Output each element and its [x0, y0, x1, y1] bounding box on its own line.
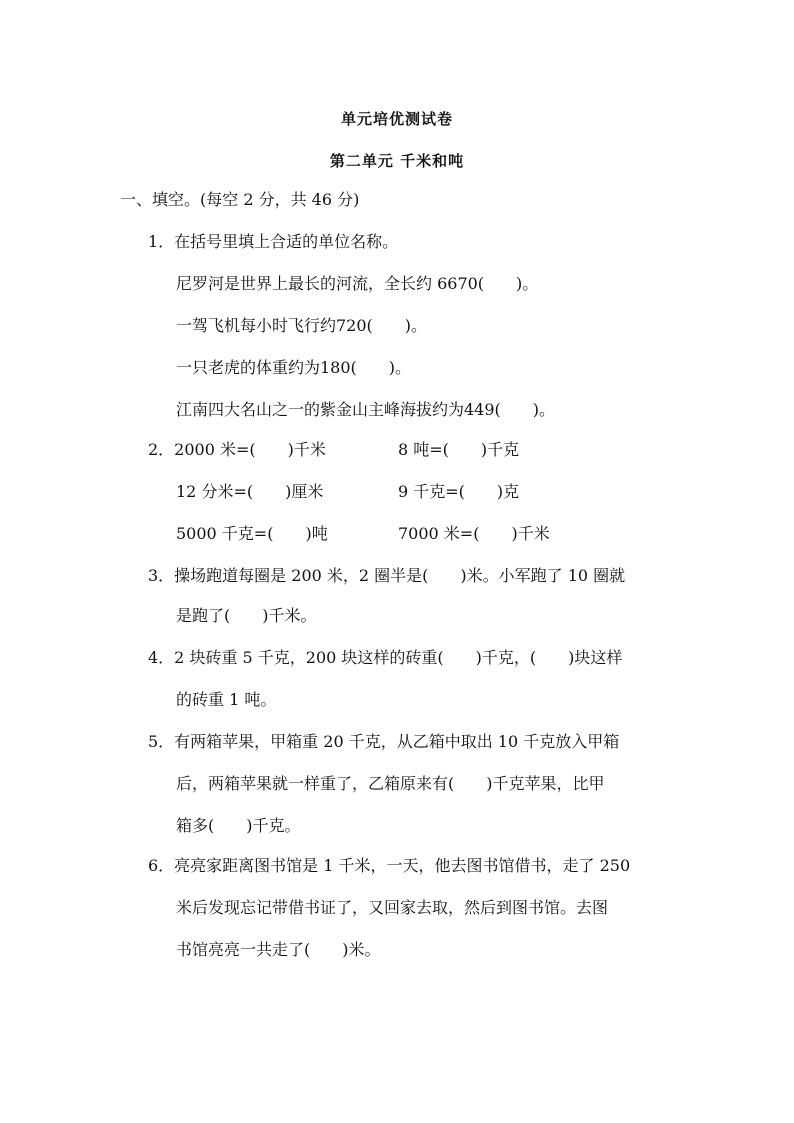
question-2-row1-right: 8 吨=( )千克	[398, 440, 520, 459]
question-2-row2-right: 9 千克=( )克	[398, 482, 520, 501]
question-5-line2: 后，两箱苹果就一样重了，乙箱原来有( )千克苹果，比甲	[176, 774, 605, 793]
question-6-line1: 6．亮亮家距离图书馆是 1 千米，一天，他去图书馆借书，走了 250	[148, 856, 631, 875]
question-6-line3: 书馆亮亮一共走了( )米。	[176, 940, 381, 959]
page-title: 单元培优测试卷	[340, 110, 453, 128]
question-1-item-b: 一驾飞机每小时飞行约720( )。	[176, 316, 428, 335]
question-4-line1: 4．2 块砖重 5 千克，200 块这样的砖重( )千克，( )块这样	[148, 648, 623, 667]
question-2-row3-right: 7000 米=( )千米	[398, 524, 550, 543]
question-4-line2: 的砖重 1 吨。	[176, 690, 277, 709]
question-5-line3: 箱多( )千克。	[176, 816, 301, 835]
section-heading: 一、填空。(每空 2 分，共 46 分)	[120, 190, 360, 209]
page-subtitle: 第二单元 千米和吨	[329, 152, 465, 170]
question-3-line1: 3．操场跑道每圈是 200 米，2 圈半是( )米。小军跑了 10 圈就	[148, 566, 626, 585]
question-2-row1-left: 2．2000 米=( )千米	[148, 440, 326, 459]
question-3-line2: 是跑了( )千米。	[176, 606, 317, 625]
question-1-item-a: 尼罗河是世界上最长的河流，全长约 6670( )。	[176, 274, 539, 293]
question-1-stem: 1．在括号里填上合适的单位名称。	[148, 232, 399, 251]
question-1-item-d: 江南四大名山之一的紫金山主峰海拔约为449( )。	[176, 400, 556, 419]
question-2-row3-left: 5000 千克=( )吨	[176, 524, 328, 543]
question-6-line2: 米后发现忘记带借书证了，又回家去取，然后到图书馆。去图	[176, 898, 609, 917]
question-5-line1: 5．有两箱苹果，甲箱重 20 千克，从乙箱中取出 10 千克放入甲箱	[148, 732, 620, 751]
question-2-row2-left: 12 分米=( )厘米	[176, 482, 324, 501]
question-1-item-c: 一只老虎的体重约为180( )。	[176, 358, 412, 377]
